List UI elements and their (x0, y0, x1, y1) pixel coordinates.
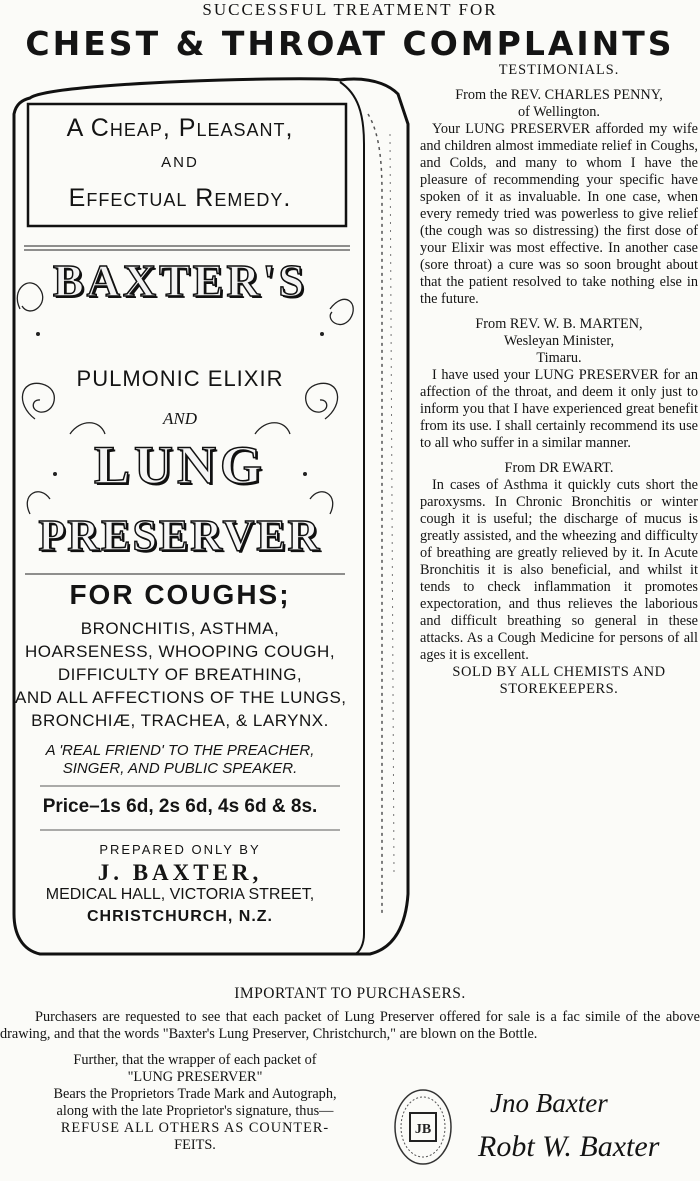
seal-monogram: JB (414, 1122, 432, 1137)
preserver-word: PRESERVER (38, 511, 322, 560)
price-line: Price–1s 6d, 2s 6d, 4s 6d & 8s. (42, 796, 318, 817)
wrapper-notice (0, 1052, 390, 1154)
further-line: along with the late Proprietor's signature, thus— (56, 1103, 334, 1119)
testimonial-from: From the REV. CHARLES PENNY, (455, 87, 663, 103)
brand-name: BAXTER'S (52, 255, 308, 306)
notice-paragraph: Purchasers are requested to see that each packet of Lung Preserver offered for sale is a fac simile of the above drawing, and that the words "Baxter's Lung Preserver, Christchurch," are blown on the Bottle. (0, 1009, 700, 1042)
testimonial-from: Wesleyan Minister, (503, 333, 615, 349)
pulmonic-elixir: PULMONIC ELIXIR (76, 366, 284, 391)
testimonial-text: I have used your LUNG PRESERVER for an affection of the throat, and deem it only just to inform you that I have experienced great benefit from its use. I shall certainly recommend its use to all who suffer in a similar manner. (420, 367, 698, 451)
address-line-2: CHRISTCHURCH, N.Z. (87, 908, 273, 925)
testimonial-from: Timaru. (536, 350, 582, 366)
remedy-line-1: A Cheap, Pleasant, (66, 114, 294, 142)
trade-mark-seal-icon (393, 1088, 453, 1166)
refuse-line: REFUSE ALL OTHERS AS COUNTER- (60, 1120, 330, 1136)
sold-line-1: SOLD BY ALL CHEMISTS AND (452, 664, 666, 680)
testimonials-heading: TESTIMONIALS. (498, 62, 620, 78)
maker-name: J. BAXTER, (97, 860, 263, 885)
testimonial-from: From DR EWART. (504, 460, 614, 476)
testimonial-from: From REV. W. B. MARTEN, (475, 316, 643, 332)
top-heading: SUCCESSFUL TREATMENT FOR (202, 0, 498, 19)
further-line: "LUNG PRESERVER" (127, 1069, 263, 1085)
bottle-illustration (10, 74, 415, 958)
purchasers-notice (0, 985, 700, 1043)
and-script: AND (163, 409, 197, 428)
further-line: Bears the Proprietors Trade Mark and Autograph, (53, 1086, 337, 1102)
remedy-line-3: Effectual Remedy. (68, 184, 292, 212)
signature-robt: Robt W. Baxter (478, 1130, 660, 1163)
sold-by-line (420, 664, 698, 698)
remedy-line-2: AND (161, 154, 199, 171)
address-line-1: MEDICAL HALL, VICTORIA STREET, (45, 886, 315, 903)
prepared-by: PREPARED ONLY BY (99, 842, 261, 857)
testimonials-column (420, 62, 698, 698)
ailment-item: DIFFICULTY OF BREATHING, (57, 665, 303, 684)
lung-word: LUNG (93, 435, 266, 495)
further-line: Further, that the wrapper of each packet of (73, 1052, 317, 1068)
testimonial-from: of Wellington. (518, 104, 600, 120)
ailment-item: HOARSENESS, WHOOPING COUGH, (24, 642, 336, 661)
ailment-item: BRONCHITIS, ASTHMA, (80, 619, 280, 638)
sold-line-2: STOREKEEPERS. (499, 681, 619, 697)
refuse-line: FEITS. (174, 1137, 216, 1153)
notice-heading: IMPORTANT TO PURCHASERS. (234, 985, 466, 1002)
testimonial-text: In cases of Asthma it quickly cuts short the paroxysms. In Chronic Bronchitis or winter cough it is useful; the discharge of mucus is greatly assisted, and the wheezing and difficulty of breathing are greatly relieved by it. In Acute Bronchitis it is also beneficial, and whilst it tends to check inflammation it promotes expectoration, and thus relieves the laborious and difficult breathing so general in these attacks. As a Cough Medicine for persons of all ages it is excellent. (420, 477, 698, 663)
real-friend-line: A 'REAL FRIEND' TO THE PREACHER, SINGER, AND PUBLIC SPEAKER. (45, 742, 315, 777)
headline: CHEST & THROAT COMPLAINTS (25, 24, 675, 63)
ailment-item: BRONCHIÆ, TRACHEA, & LARYNX. (31, 711, 329, 730)
testimonial-text: Your LUNG PRESERVER afforded my wife and children almost immediate relief in Coughs, and Colds, and many to whom I have the pleasure of recommending your specific have spoken of it as invaluable. In one case, when every remedy tried was powerless to give relief (the cough was so distressing) the first dose of your Elixir was most effective. In another case (sore throat) a cure was so soon brought about that the patient resolved to take nothing else in the future. (420, 121, 698, 307)
ailment-item: AND ALL AFFECTIONS OF THE LUNGS, (15, 688, 347, 707)
signature-jno: Jno Baxter (490, 1088, 608, 1118)
for-coughs: FOR COUGHS; (69, 579, 291, 610)
